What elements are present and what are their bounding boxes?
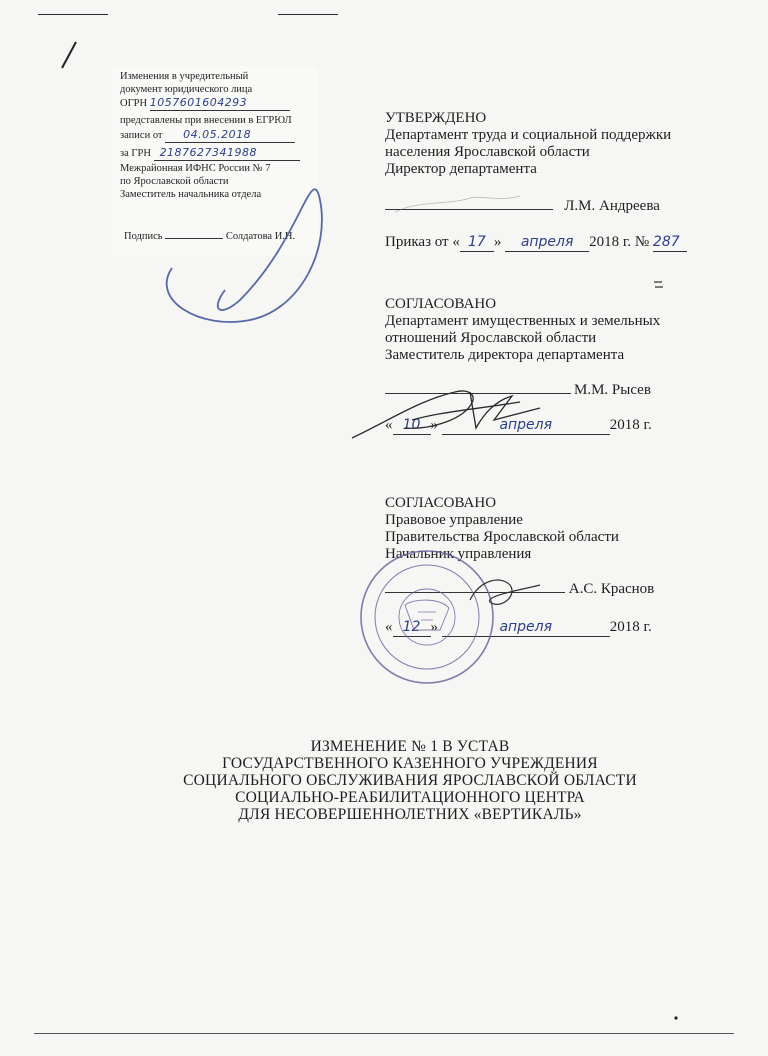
ink-dot-mark (674, 1016, 677, 1019)
agreement1-org-line-2: отношений Ярославской области (385, 330, 597, 346)
order-month: апреля (520, 234, 574, 250)
agreement1-org-line-1: Департамент имущественных и земельных (385, 313, 661, 329)
approval-signature-line (385, 209, 553, 210)
title-line-4: СОЦИАЛЬНО-РЕАБИЛИТАЦИОННОГО ЦЕНТРА (235, 789, 585, 806)
approval-order-row: Приказ от « 17 » апреля 2018 г. № 287 (385, 234, 687, 252)
stamp-line-2: документ юридического лица (120, 84, 253, 95)
approval-position: Директор департамента (385, 161, 537, 177)
scan-edge-top-left (38, 14, 108, 15)
agreement-block-legal (385, 495, 654, 637)
stamp-line-9: Заместитель начальника отдела (120, 189, 262, 200)
approval-org-line-2: населения Ярославской области (385, 144, 590, 160)
stamp-ogrn: ОГРН 1057601604293 (120, 96, 290, 111)
title-line-2: ГОСУДАРСТВЕННОГО КАЗЕННОГО УЧРЕЖДЕНИЯ (222, 755, 598, 772)
agreement1-signature-row (385, 382, 660, 399)
stamp-line-7: Межрайонная ИФНС России № 7 (120, 163, 271, 174)
agreement-block-property (385, 296, 660, 435)
approval-heading: УТВЕРЖДЕНО (385, 110, 487, 126)
stamp-date: записи от 04.05.2018 (120, 128, 295, 143)
date-handwritten: 04.05.2018 (183, 128, 252, 141)
agreement1-name: М.М. Рысев (574, 382, 651, 398)
stamp-signature-row: Подпись Солдатова И.Н. (124, 231, 296, 242)
tax-registration-stamp (112, 66, 318, 256)
approval-org-line-1: Департамент труда и социальной поддержки (385, 127, 672, 143)
agreement1-month: апреля (499, 417, 553, 433)
agreement1-heading: СОГЛАСОВАНО (385, 296, 497, 312)
agreement1-signature-line (385, 393, 571, 394)
stamp-line-4: представлены при внесении в ЕГРЮЛ (120, 115, 292, 126)
agreement1-day: 10 (402, 417, 421, 433)
title-line-5: ДЛЯ НЕСОВЕРШЕННОЛЕТНИХ «ВЕРТИКАЛЬ» (238, 806, 582, 823)
ogrn-handwritten: 1057601604293 (149, 96, 248, 109)
agreement2-date-row: « 12 » апреля 2018 г. (385, 619, 652, 635)
agreement2-day: 12 (402, 619, 421, 635)
order-number: 287 (652, 234, 680, 250)
document-title (120, 738, 700, 823)
agreement2-org-line-1: Правовое управление (385, 512, 523, 528)
scan-edge-top-right (278, 14, 338, 15)
approval-name: Л.М. Андреева (564, 198, 660, 214)
approval-signature-row (385, 198, 687, 215)
agreement2-signature-row (385, 581, 654, 598)
stamp-line-1: Изменения в учредительный (120, 71, 249, 82)
ink-dash-mark-1 (654, 282, 663, 287)
title-line-3: СОЦИАЛЬНОГО ОБСЛУЖИВАНИЯ ЯРОСЛАВСКОЙ ОБЛАСТИ (183, 772, 637, 789)
stamp-line-8: по Ярославской области (120, 176, 229, 187)
corner-slash-mark (62, 42, 76, 68)
title-line-1: ИЗМЕНЕНИЕ № 1 В УСТАВ (310, 738, 510, 755)
scan-edge-bottom (34, 1033, 734, 1034)
agreement2-name: А.С. Краснов (568, 581, 655, 597)
agreement2-heading: СОГЛАСОВАНО (385, 495, 497, 511)
agreement2-month: апреля (499, 619, 553, 635)
order-day: 17 (467, 234, 486, 250)
approval-block (385, 110, 687, 252)
agreement2-signature-line (385, 592, 565, 593)
agreement1-date-row: « 10 » апреля 2018 г. (385, 417, 652, 433)
agreement2-position: Начальник управления (385, 546, 532, 562)
stamp-grn: за ГРН 2187627341988 (120, 146, 300, 161)
agreement2-org-line-2: Правительства Ярославской области (385, 529, 619, 545)
agreement1-position: Заместитель директора департамента (385, 347, 625, 363)
grn-handwritten: 2187627341988 (159, 146, 258, 159)
